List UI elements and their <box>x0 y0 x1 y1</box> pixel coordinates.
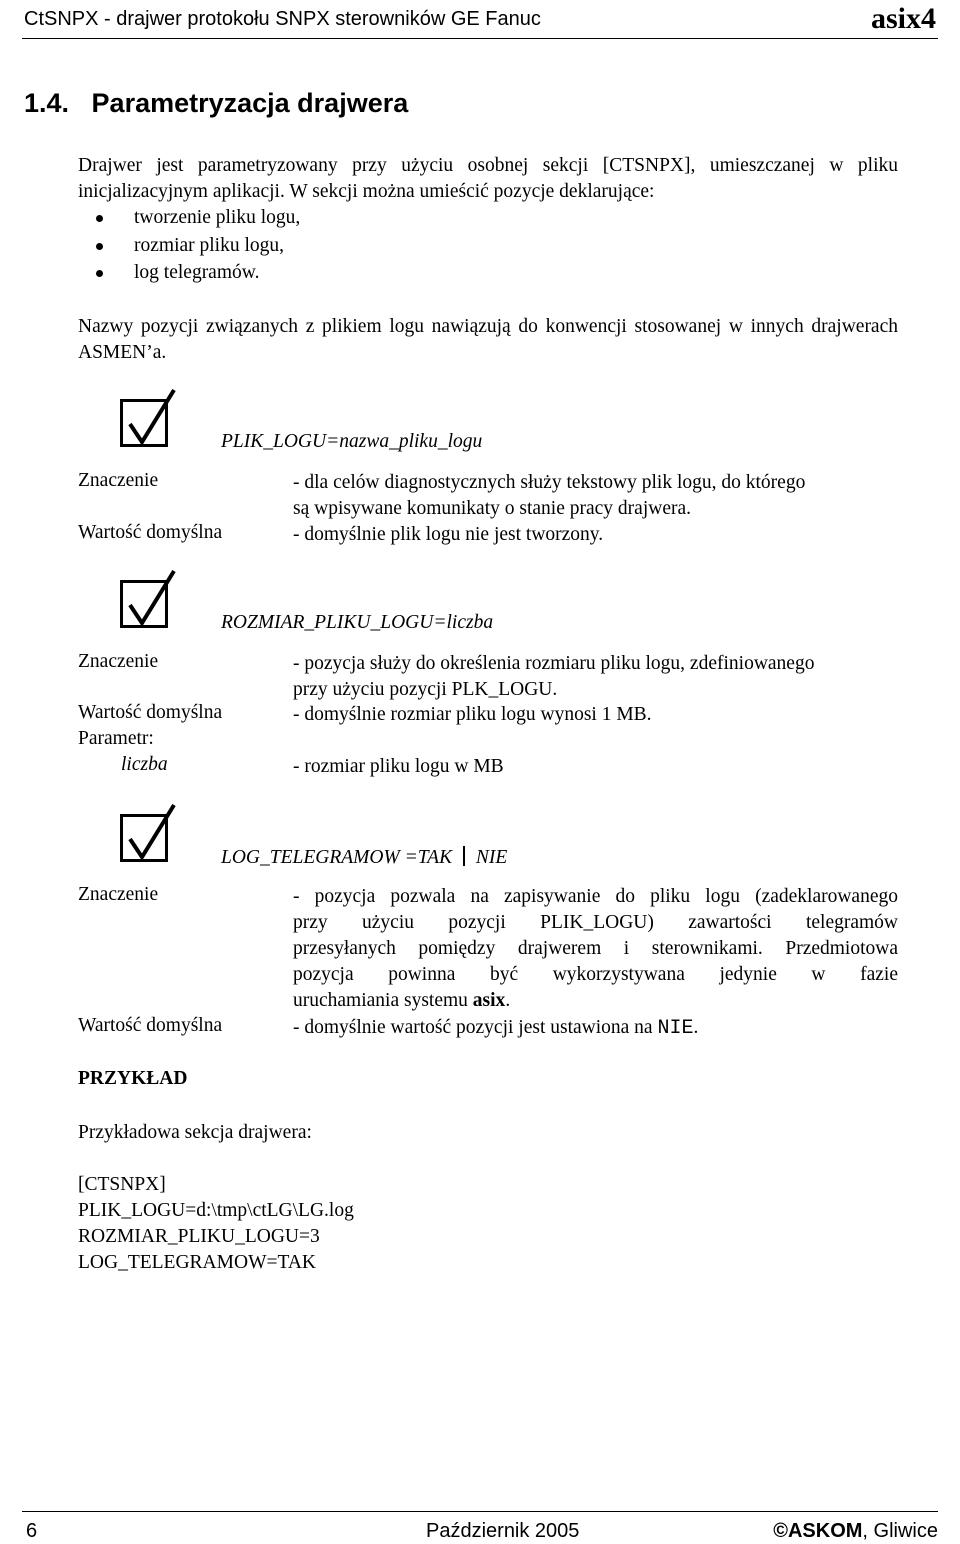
default-text: - domyślnie rozmiar pliku logu wynosi 1 MB. <box>293 704 652 725</box>
footer-divider <box>22 1511 938 1512</box>
example-code-line: ROZMIAR_PLIKU_LOGU=3 <box>78 1226 320 1247</box>
header-divider <box>22 38 938 39</box>
copyright-icon: © <box>773 1520 788 1542</box>
parameter-name: liczba <box>121 754 168 775</box>
meaning-label: Znaczenie <box>78 470 159 491</box>
default-label: Wartość domyślna <box>78 1015 223 1036</box>
bullet-text: tworzenie pliku logu, <box>134 207 301 228</box>
default-text-part: . <box>693 1017 699 1038</box>
meaning-text-block <box>293 884 898 1014</box>
section-title: 1.4. Parametryzacja drajwera <box>24 88 409 118</box>
meaning-text-line: przy użyciu pozycji PLK_LOGU. <box>293 679 558 700</box>
default-text <box>293 1015 698 1042</box>
checkbox-checked-icon <box>120 814 168 862</box>
meaning-text-part: uruchamiania systemu <box>293 990 473 1011</box>
meaning-text-line: przy użyciu pozycji PLIK_LOGU) zawartości telegramów <box>293 912 898 933</box>
example-intro: Przykładowa sekcja drajwera: <box>78 1122 312 1143</box>
asix-brand-text: asix <box>472 990 506 1011</box>
meaning-label: Znaczenie <box>78 651 159 672</box>
meaning-text-line <box>293 988 898 1014</box>
bullet-dot-icon <box>96 215 103 222</box>
note-text: Nazwy pozycji związanych z plikiem logu nawiązują do konwencji stosowanej w innych drajwerach ASMEN’a. <box>78 316 898 363</box>
meaning-text-line: - pozycja służy do określenia rozmiaru pliku logu, zdefiniowanego <box>293 653 815 674</box>
meaning-text-line: przesyłanych pomiędzy drajwerem i sterownikami. Przedmiotowa <box>293 938 898 959</box>
intro-text: Drajwer jest parametryzowany przy użyciu osobnej sekcji [CTSNPX], umieszczanej w pliku inicjalizacyjnym aplikacji. W sekcji można umieścić pozycje deklarujące: <box>78 155 898 202</box>
default-text: - domyślnie plik logu nie jest tworzony. <box>293 524 604 545</box>
meaning-label: Znaczenie <box>78 884 159 905</box>
example-code-line: PLIK_LOGU=d:\tmp\ctLG\LG.log <box>78 1200 354 1221</box>
meaning-text-line: - pozycja pozwala na zapisywanie do pliku logu (zadeklarowanego <box>293 886 898 907</box>
note-paragraph <box>78 314 898 366</box>
default-text-part: - domyślnie wartość pozycji jest ustawiona na <box>293 1017 658 1038</box>
meaning-text-part: . <box>505 990 511 1011</box>
example-code-line: [CTSNPX] <box>78 1174 166 1195</box>
checkbox-checked-icon <box>120 399 168 447</box>
example-heading: PRZYKŁAD <box>78 1068 188 1089</box>
bullet-dot-icon <box>96 270 103 277</box>
checkbox-checked-icon <box>120 580 168 628</box>
intro-paragraph <box>78 153 898 205</box>
parameter-description: - rozmiar pliku logu w MB <box>293 756 504 777</box>
bullet-dot-icon <box>96 243 103 250</box>
param-title: PLIK_LOGU=nazwa_pliku_logu <box>221 431 483 452</box>
parameter-label: Parametr: <box>78 728 154 749</box>
pipe-separator <box>463 846 465 866</box>
meaning-text-line: - dla celów diagnostycznych służy tekstowy plik logu, do którego <box>293 472 806 493</box>
bullet-text: rozmiar pliku logu, <box>134 235 285 256</box>
brand-logo: asix4 <box>870 2 936 35</box>
default-code: NIE <box>657 1017 694 1040</box>
param-title-key: LOG_TELEGRAMOW =TAK <box>221 847 453 868</box>
meaning-text-line: są wpisywane komunikaty o stanie pracy drajwera. <box>293 498 691 519</box>
param-title <box>221 846 507 869</box>
running-header-title: CtSNPX - drajwer protokołu SNPX sterowników GE Fanuc <box>24 8 541 30</box>
default-label: Wartość domyślna <box>78 702 223 723</box>
meaning-text-line: pozycja powinna być wykorzystywana jedynie w fazie <box>293 964 898 985</box>
default-label: Wartość domyślna <box>78 522 223 543</box>
param-title-alt: NIE <box>475 847 508 868</box>
bullet-text: log telegramów. <box>134 262 260 283</box>
footer-copyright <box>773 1520 938 1543</box>
company-name: ASKOM <box>787 1520 863 1542</box>
footer-date: Październik 2005 <box>426 1520 580 1542</box>
example-code-line: LOG_TELEGRAMOW=TAK <box>78 1252 316 1273</box>
param-title: ROZMIAR_PLIKU_LOGU=liczba <box>221 612 494 633</box>
company-city: , Gliwice <box>862 1520 938 1542</box>
page-number: 6 <box>26 1520 38 1542</box>
